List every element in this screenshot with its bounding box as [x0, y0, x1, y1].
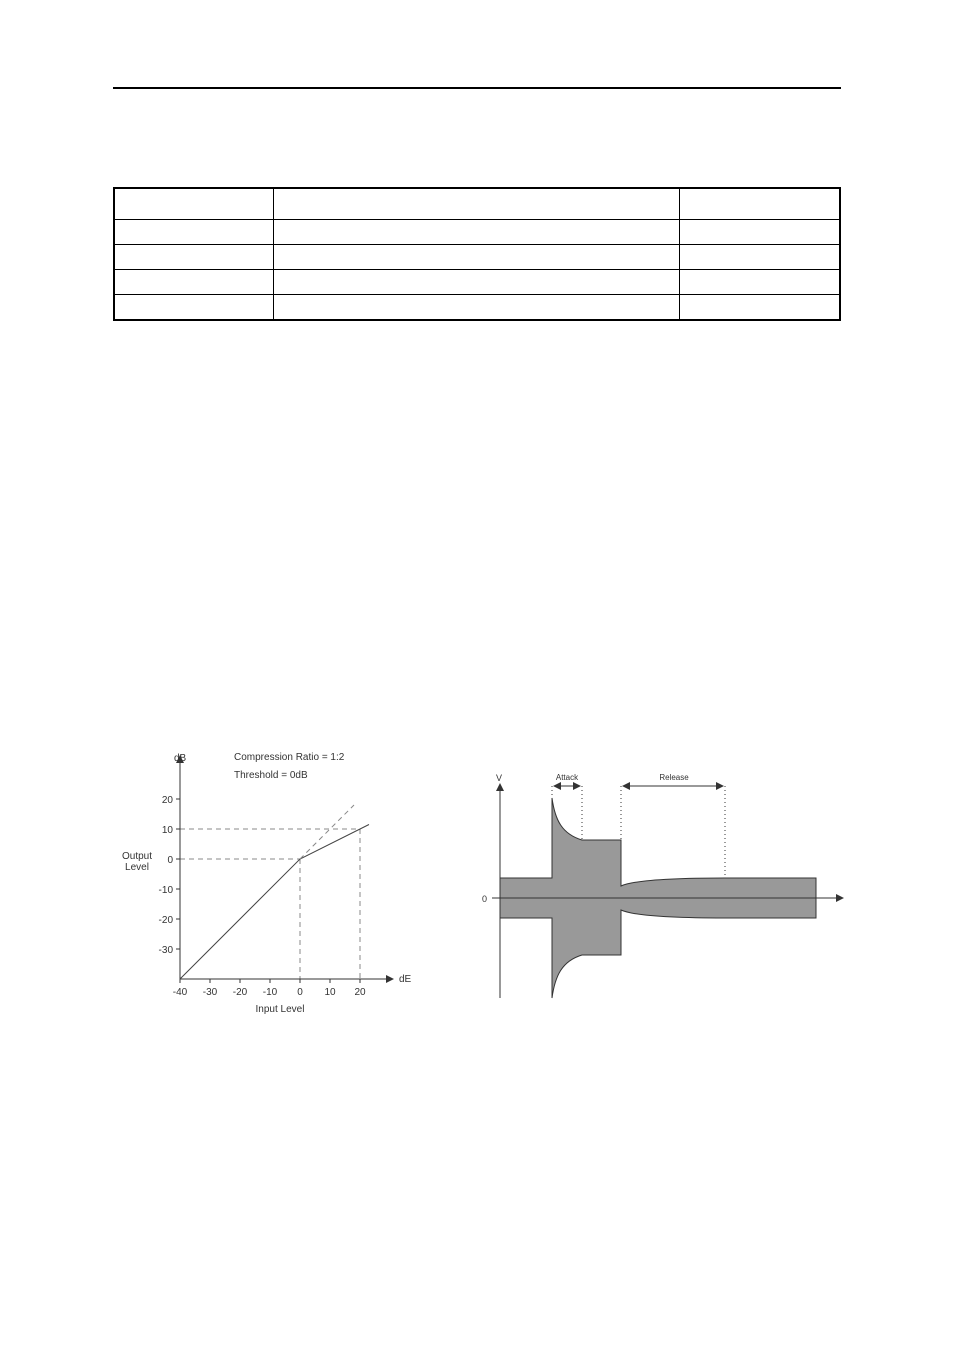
- y-tick-label: -10: [158, 885, 173, 896]
- attack-label: Attack: [555, 773, 579, 782]
- table-cell: [679, 245, 840, 270]
- y-tick-label: 20: [161, 795, 173, 806]
- y-tick-label: -30: [158, 945, 173, 956]
- y-tick-label: 0: [167, 855, 173, 866]
- table-cell: [114, 245, 274, 270]
- series-lines: [180, 805, 369, 979]
- parameter-table: [113, 187, 841, 321]
- y-axis-title-line2: Level: [125, 862, 149, 873]
- table-header-row: [114, 188, 840, 220]
- guide-lines: [180, 829, 360, 979]
- table-cell: [274, 220, 680, 245]
- table-header-cell: [274, 188, 680, 220]
- table-header-cell: [114, 188, 274, 220]
- y-unit-label: dB: [174, 753, 187, 764]
- compressed-transfer-line: [180, 825, 369, 980]
- table-row: [114, 270, 840, 295]
- table-cell: [274, 295, 680, 321]
- table-cell: [114, 295, 274, 321]
- x-unit-label: dE: [399, 974, 412, 985]
- uncompressed-reference-line: [300, 805, 354, 859]
- x-tick-label: -20: [232, 987, 248, 998]
- table-cell: [679, 295, 840, 321]
- table-cell: [274, 270, 680, 295]
- table-cell: [679, 220, 840, 245]
- y-tick-label: 10: [161, 825, 173, 836]
- table-row: [114, 220, 840, 245]
- table-row: [114, 245, 840, 270]
- table-cell: [114, 220, 274, 245]
- table-row: [114, 295, 840, 321]
- x-tick-label: 20: [354, 987, 366, 998]
- table-cell: [679, 270, 840, 295]
- x-tick-label: -40: [172, 987, 188, 998]
- y-tick-label: -20: [158, 915, 173, 926]
- table-cell: [114, 270, 274, 295]
- compression-ratio-annotation: Compression Ratio = 1:2: [234, 752, 345, 763]
- x-tick-label: 0: [297, 987, 303, 998]
- release-label: Release: [659, 773, 689, 782]
- x-tick-label: -30: [202, 987, 218, 998]
- x-tick-label: -10: [262, 987, 278, 998]
- table-cell: [274, 245, 680, 270]
- v-axis-label: V: [496, 773, 503, 783]
- compression-chart: [110, 740, 420, 1025]
- table-header-cell: [679, 188, 840, 220]
- threshold-annotation: Threshold = 0dB: [234, 770, 308, 781]
- x-axis-title: Input Level: [255, 1004, 305, 1015]
- y-axis-title-line1: Output: [121, 851, 153, 862]
- envelope-diagram: [470, 762, 848, 1002]
- zero-label: 0: [482, 894, 488, 904]
- header-rule: [113, 87, 841, 89]
- x-tick-label: 10: [324, 987, 336, 998]
